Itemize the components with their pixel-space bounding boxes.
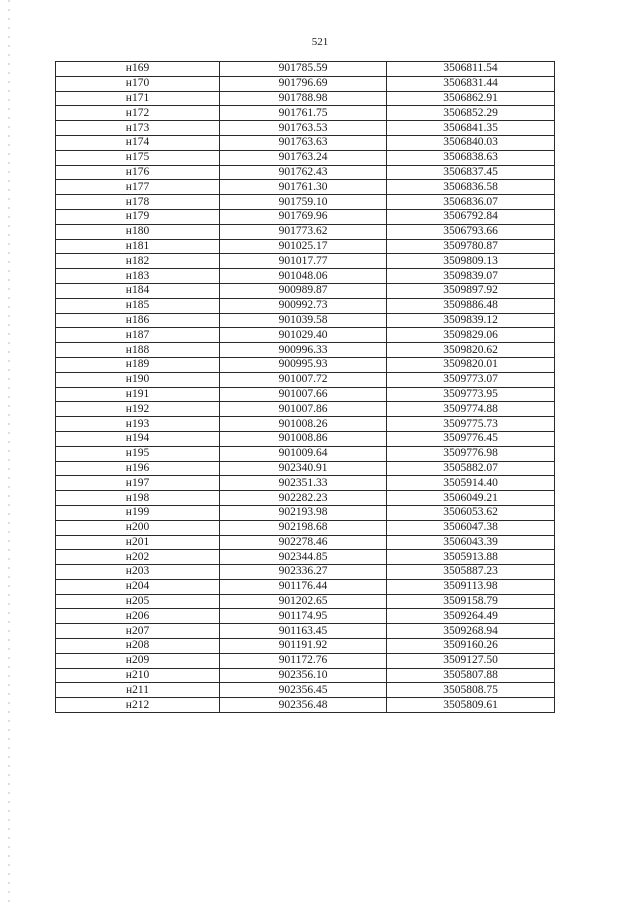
- y-coordinate-cell: 3505808.75: [387, 683, 555, 698]
- y-coordinate-cell: 3505914.40: [387, 476, 555, 491]
- x-coordinate-cell: 902193.98: [220, 505, 387, 520]
- x-coordinate-cell: 901008.86: [220, 431, 387, 446]
- coordinates-table: [55, 61, 555, 713]
- y-coordinate-cell: 3509829.06: [387, 328, 555, 343]
- point-id-cell: н180: [56, 224, 220, 239]
- point-id-cell: н211: [56, 683, 220, 698]
- y-coordinate-cell: 3509839.07: [387, 269, 555, 284]
- table-row: [56, 461, 555, 476]
- x-coordinate-cell: 901202.65: [220, 594, 387, 609]
- y-coordinate-cell: 3505882.07: [387, 461, 555, 476]
- point-id-cell: н196: [56, 461, 220, 476]
- table-row: [56, 135, 555, 150]
- table-row: [56, 121, 555, 136]
- point-id-cell: н177: [56, 180, 220, 195]
- x-coordinate-cell: 901176.44: [220, 579, 387, 594]
- coordinates-table-body: [56, 62, 555, 713]
- table-row: [56, 446, 555, 461]
- point-id-cell: н173: [56, 121, 220, 136]
- point-id-cell: н184: [56, 283, 220, 298]
- table-row: [56, 579, 555, 594]
- point-id-cell: н210: [56, 668, 220, 683]
- y-coordinate-cell: 3506836.07: [387, 195, 555, 210]
- table-row: [56, 505, 555, 520]
- y-coordinate-cell: 3509158.79: [387, 594, 555, 609]
- x-coordinate-cell: 902278.46: [220, 535, 387, 550]
- x-coordinate-cell: 901785.59: [220, 62, 387, 77]
- y-coordinate-cell: 3509773.07: [387, 372, 555, 387]
- x-coordinate-cell: 901761.75: [220, 106, 387, 121]
- y-coordinate-cell: 3509268.94: [387, 624, 555, 639]
- y-coordinate-cell: 3509839.12: [387, 313, 555, 328]
- y-coordinate-cell: 3505913.88: [387, 550, 555, 565]
- point-id-cell: н174: [56, 135, 220, 150]
- point-id-cell: н185: [56, 298, 220, 313]
- point-id-cell: н190: [56, 372, 220, 387]
- x-coordinate-cell: 902344.85: [220, 550, 387, 565]
- x-coordinate-cell: 901761.30: [220, 180, 387, 195]
- table-row: [56, 209, 555, 224]
- point-id-cell: н204: [56, 579, 220, 594]
- table-row: [56, 402, 555, 417]
- table-row: [56, 313, 555, 328]
- x-coordinate-cell: 901796.69: [220, 76, 387, 91]
- x-coordinate-cell: 901759.10: [220, 195, 387, 210]
- y-coordinate-cell: 3506811.54: [387, 62, 555, 77]
- table-row: [56, 269, 555, 284]
- table-row: [56, 372, 555, 387]
- y-coordinate-cell: 3509774.88: [387, 402, 555, 417]
- x-coordinate-cell: 902336.27: [220, 565, 387, 580]
- point-id-cell: н198: [56, 491, 220, 506]
- x-coordinate-cell: 901763.63: [220, 135, 387, 150]
- y-coordinate-cell: 3509113.98: [387, 579, 555, 594]
- y-coordinate-cell: 3506852.29: [387, 106, 555, 121]
- point-id-cell: н199: [56, 505, 220, 520]
- point-id-cell: н203: [56, 565, 220, 580]
- point-id-cell: н170: [56, 76, 220, 91]
- x-coordinate-cell: 902340.91: [220, 461, 387, 476]
- x-coordinate-cell: 900992.73: [220, 298, 387, 313]
- y-coordinate-cell: 3505809.61: [387, 698, 555, 713]
- x-coordinate-cell: 901172.76: [220, 653, 387, 668]
- y-coordinate-cell: 3509780.87: [387, 239, 555, 254]
- x-coordinate-cell: 901007.72: [220, 372, 387, 387]
- point-id-cell: н197: [56, 476, 220, 491]
- table-row: [56, 417, 555, 432]
- point-id-cell: н202: [56, 550, 220, 565]
- point-id-cell: н175: [56, 150, 220, 165]
- table-row: [56, 565, 555, 580]
- table-row: [56, 594, 555, 609]
- x-coordinate-cell: 902351.33: [220, 476, 387, 491]
- table-row: [56, 106, 555, 121]
- x-coordinate-cell: 901029.40: [220, 328, 387, 343]
- y-coordinate-cell: 3509886.48: [387, 298, 555, 313]
- x-coordinate-cell: 902356.10: [220, 668, 387, 683]
- point-id-cell: н205: [56, 594, 220, 609]
- y-coordinate-cell: 3506841.35: [387, 121, 555, 136]
- y-coordinate-cell: 3506837.45: [387, 165, 555, 180]
- table-row: [56, 283, 555, 298]
- y-coordinate-cell: 3506053.62: [387, 505, 555, 520]
- point-id-cell: н176: [56, 165, 220, 180]
- x-coordinate-cell: 901017.77: [220, 254, 387, 269]
- y-coordinate-cell: 3509776.45: [387, 431, 555, 446]
- x-coordinate-cell: 901025.17: [220, 239, 387, 254]
- point-id-cell: н172: [56, 106, 220, 121]
- x-coordinate-cell: 900995.93: [220, 357, 387, 372]
- point-id-cell: н206: [56, 609, 220, 624]
- point-id-cell: н171: [56, 91, 220, 106]
- point-id-cell: н191: [56, 387, 220, 402]
- point-id-cell: н207: [56, 624, 220, 639]
- table-row: [56, 343, 555, 358]
- point-id-cell: н201: [56, 535, 220, 550]
- x-coordinate-cell: 901788.98: [220, 91, 387, 106]
- table-row: [56, 387, 555, 402]
- x-coordinate-cell: 901048.06: [220, 269, 387, 284]
- x-coordinate-cell: 901762.43: [220, 165, 387, 180]
- table-row: [56, 520, 555, 535]
- y-coordinate-cell: 3509897.92: [387, 283, 555, 298]
- x-coordinate-cell: 901007.86: [220, 402, 387, 417]
- y-coordinate-cell: 3509127.50: [387, 653, 555, 668]
- table-row: [56, 91, 555, 106]
- y-coordinate-cell: 3509820.62: [387, 343, 555, 358]
- x-coordinate-cell: 901008.26: [220, 417, 387, 432]
- y-coordinate-cell: 3506793.66: [387, 224, 555, 239]
- point-id-cell: н181: [56, 239, 220, 254]
- y-coordinate-cell: 3509264.49: [387, 609, 555, 624]
- y-coordinate-cell: 3509160.26: [387, 639, 555, 654]
- table-row: [56, 535, 555, 550]
- x-coordinate-cell: 901163.45: [220, 624, 387, 639]
- y-coordinate-cell: 3506043.39: [387, 535, 555, 550]
- table-row: [56, 254, 555, 269]
- x-coordinate-cell: 900996.33: [220, 343, 387, 358]
- point-id-cell: н169: [56, 62, 220, 77]
- x-coordinate-cell: 902356.45: [220, 683, 387, 698]
- y-coordinate-cell: 3506840.03: [387, 135, 555, 150]
- binding-edge-marks: [8, 0, 10, 905]
- y-coordinate-cell: 3506862.91: [387, 91, 555, 106]
- table-row: [56, 491, 555, 506]
- point-id-cell: н208: [56, 639, 220, 654]
- y-coordinate-cell: 3506836.58: [387, 180, 555, 195]
- point-id-cell: н193: [56, 417, 220, 432]
- table-row: [56, 476, 555, 491]
- table-row: [56, 76, 555, 91]
- x-coordinate-cell: 902356.48: [220, 698, 387, 713]
- table-row: [56, 683, 555, 698]
- point-id-cell: н183: [56, 269, 220, 284]
- table-row: [56, 62, 555, 77]
- point-id-cell: н179: [56, 209, 220, 224]
- table-row: [56, 609, 555, 624]
- table-row: [56, 357, 555, 372]
- table-row: [56, 224, 555, 239]
- x-coordinate-cell: 901191.92: [220, 639, 387, 654]
- point-id-cell: н178: [56, 195, 220, 210]
- point-id-cell: н182: [56, 254, 220, 269]
- page-number: 521: [311, 36, 329, 48]
- y-coordinate-cell: 3509773.95: [387, 387, 555, 402]
- y-coordinate-cell: 3509775.73: [387, 417, 555, 432]
- point-id-cell: н195: [56, 446, 220, 461]
- y-coordinate-cell: 3506049.21: [387, 491, 555, 506]
- y-coordinate-cell: 3506838.63: [387, 150, 555, 165]
- point-id-cell: н186: [56, 313, 220, 328]
- point-id-cell: н212: [56, 698, 220, 713]
- x-coordinate-cell: 901009.64: [220, 446, 387, 461]
- x-coordinate-cell: 901174.95: [220, 609, 387, 624]
- point-id-cell: н187: [56, 328, 220, 343]
- y-coordinate-cell: 3509776.98: [387, 446, 555, 461]
- x-coordinate-cell: 901763.53: [220, 121, 387, 136]
- x-coordinate-cell: 901769.96: [220, 209, 387, 224]
- table-row: [56, 550, 555, 565]
- y-coordinate-cell: 3509809.13: [387, 254, 555, 269]
- x-coordinate-cell: 901763.24: [220, 150, 387, 165]
- table-row: [56, 639, 555, 654]
- point-id-cell: н194: [56, 431, 220, 446]
- y-coordinate-cell: 3506047.38: [387, 520, 555, 535]
- x-coordinate-cell: 900989.87: [220, 283, 387, 298]
- y-coordinate-cell: 3509820.01: [387, 357, 555, 372]
- x-coordinate-cell: 902198.68: [220, 520, 387, 535]
- x-coordinate-cell: 901007.66: [220, 387, 387, 402]
- point-id-cell: н200: [56, 520, 220, 535]
- point-id-cell: н188: [56, 343, 220, 358]
- point-id-cell: н192: [56, 402, 220, 417]
- table-row: [56, 328, 555, 343]
- table-row: [56, 298, 555, 313]
- point-id-cell: н209: [56, 653, 220, 668]
- table-row: [56, 150, 555, 165]
- table-row: [56, 180, 555, 195]
- y-coordinate-cell: 3505807.88: [387, 668, 555, 683]
- table-row: [56, 195, 555, 210]
- table-row: [56, 165, 555, 180]
- table-row: [56, 624, 555, 639]
- table-row: [56, 698, 555, 713]
- table-row: [56, 431, 555, 446]
- x-coordinate-cell: 901773.62: [220, 224, 387, 239]
- table-row: [56, 668, 555, 683]
- y-coordinate-cell: 3506831.44: [387, 76, 555, 91]
- x-coordinate-cell: 901039.58: [220, 313, 387, 328]
- table-row: [56, 239, 555, 254]
- x-coordinate-cell: 902282.23: [220, 491, 387, 506]
- point-id-cell: н189: [56, 357, 220, 372]
- table-row: [56, 653, 555, 668]
- y-coordinate-cell: 3505887.23: [387, 565, 555, 580]
- y-coordinate-cell: 3506792.84: [387, 209, 555, 224]
